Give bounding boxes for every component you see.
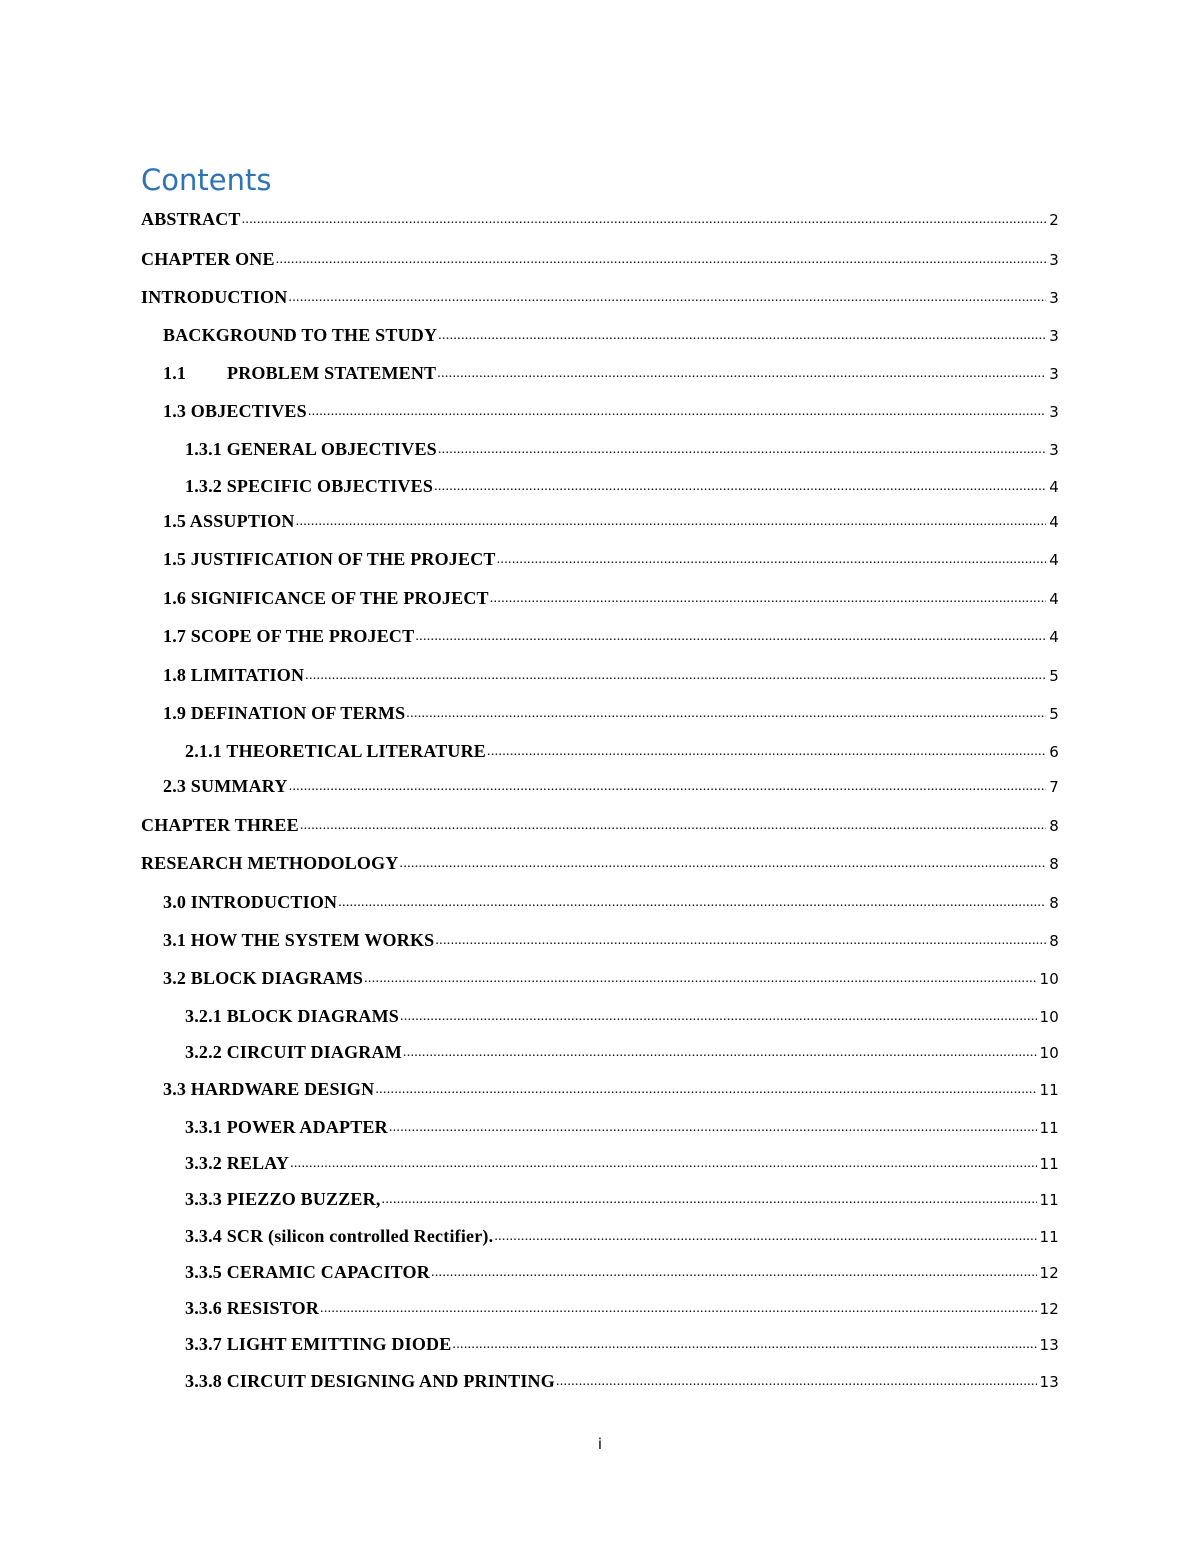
toc-entry[interactable] (185, 1223, 1059, 1247)
toc-entry[interactable] (185, 1331, 1059, 1355)
toc-entry-label: 3.0 INTRODUCTION (163, 892, 338, 912)
toc-dot-leader (364, 969, 1036, 989)
toc-entry[interactable] (141, 246, 1059, 270)
toc-entry-page: 4 (1049, 628, 1059, 646)
toc-entry-label: 3.3.1 POWER ADAPTER (185, 1117, 388, 1137)
toc-entry-label: RESEARCH METHODOLOGY (141, 853, 399, 873)
toc-entry[interactable] (141, 206, 1059, 230)
toc-entry-page: 3 (1049, 441, 1059, 459)
toc-dot-leader (338, 893, 1046, 913)
toc-dot-leader (438, 326, 1046, 346)
toc-entry[interactable] (163, 965, 1059, 989)
toc-entry-page: 11 (1039, 1119, 1059, 1137)
toc-entry[interactable] (141, 812, 1059, 836)
toc-entry-page: 8 (1049, 855, 1059, 873)
toc-dot-leader (276, 250, 1047, 270)
toc-entry-page: 10 (1039, 1008, 1059, 1026)
toc-entry-label: 1.6 SIGNIFICANCE OF THE PROJECT (163, 588, 489, 608)
toc-entry[interactable] (185, 738, 1059, 762)
toc-entry-page: 3 (1049, 251, 1059, 269)
toc-entry-label: INTRODUCTION (141, 287, 288, 307)
toc-entry-label: 1.3 OBJECTIVES (163, 401, 307, 421)
toc-entry-page: 13 (1039, 1373, 1059, 1391)
toc-dot-leader (288, 288, 1046, 308)
toc-entry-page: 10 (1039, 1044, 1059, 1062)
toc-entry[interactable] (185, 1259, 1059, 1283)
toc-dot-leader (403, 1043, 1037, 1063)
toc-entry-page: 3 (1049, 403, 1059, 421)
toc-entry-text: PROBLEM STATEMENT (227, 363, 437, 383)
toc-entry-page: 2 (1049, 211, 1059, 229)
toc-entry-page: 4 (1049, 513, 1059, 531)
toc-entry-label: 3.3.8 CIRCUIT DESIGNING AND PRINTING (185, 1371, 555, 1391)
toc-entry[interactable] (185, 1150, 1059, 1174)
toc-entry-label: BACKGROUND TO THE STUDY (163, 325, 438, 345)
toc-dot-leader (487, 742, 1046, 762)
toc-entry-page: 4 (1049, 551, 1059, 569)
toc-dot-leader (305, 666, 1046, 686)
toc-entry[interactable] (185, 1114, 1059, 1138)
toc-dot-leader (289, 777, 1047, 797)
toc-dot-leader (497, 550, 1047, 570)
toc-dot-leader (415, 627, 1046, 647)
toc-entry-page: 11 (1039, 1228, 1059, 1246)
toc-dot-leader (300, 816, 1046, 836)
toc-entry-page: 3 (1049, 365, 1059, 383)
page-title: Contents (141, 163, 272, 197)
toc-entry-label: 1.5 JUSTIFICATION OF THE PROJECT (163, 549, 496, 569)
toc-dot-leader (400, 1007, 1036, 1027)
toc-entry-page: 5 (1049, 667, 1059, 685)
toc-entry-label: 1.3.1 GENERAL OBJECTIVES (185, 439, 437, 459)
toc-dot-leader (452, 1335, 1036, 1355)
toc-dot-leader (435, 931, 1046, 951)
toc-dot-leader (308, 402, 1046, 422)
toc-entry-label: 3.3.7 LIGHT EMITTING DIODE (185, 1334, 452, 1354)
toc-entry-label: 3.2.2 CIRCUIT DIAGRAM (185, 1042, 402, 1062)
toc-dot-leader (494, 1227, 1036, 1247)
toc-entry-page: 7 (1049, 778, 1059, 796)
toc-entry-page: 8 (1049, 894, 1059, 912)
toc-entry[interactable] (163, 662, 1059, 686)
toc-entry[interactable] (141, 850, 1059, 874)
toc-entry-page: 4 (1049, 590, 1059, 608)
toc-entry-page: 11 (1039, 1155, 1059, 1173)
toc-entry[interactable] (141, 284, 1059, 308)
toc-dot-leader (290, 1154, 1036, 1174)
toc-entry[interactable] (163, 398, 1059, 422)
toc-entry[interactable] (185, 436, 1059, 460)
toc-entry-label: 2.3 SUMMARY (163, 776, 288, 796)
toc-entry[interactable] (163, 1076, 1059, 1100)
toc-dot-leader (431, 1263, 1037, 1283)
toc-entry-label: CHAPTER THREE (141, 815, 299, 835)
toc-entry[interactable] (163, 927, 1059, 951)
toc-entry-label: 1.9 DEFINATION OF TERMS (163, 703, 406, 723)
toc-entry-label: 3.2.1 BLOCK DIAGRAMS (185, 1006, 400, 1026)
toc-entry[interactable] (185, 1039, 1059, 1063)
toc-entry[interactable] (163, 546, 1059, 570)
toc-entry[interactable] (163, 585, 1059, 609)
toc-entry-page: 8 (1049, 817, 1059, 835)
toc-entry-page: 5 (1049, 705, 1059, 723)
toc-entry-page: 11 (1039, 1191, 1059, 1209)
toc-dot-leader (382, 1190, 1037, 1210)
toc-entry-page: 3 (1049, 327, 1059, 345)
toc-dot-leader (320, 1299, 1036, 1319)
toc-dot-leader (556, 1372, 1037, 1392)
toc-entry-label (163, 362, 437, 384)
toc-entry-label: 3.2 BLOCK DIAGRAMS (163, 968, 364, 988)
toc-entry-label: 3.3.6 RESISTOR (185, 1298, 320, 1318)
toc-entry-label: 3.3.3 PIEZZO BUZZER, (185, 1189, 381, 1209)
toc-entry[interactable] (163, 322, 1059, 346)
toc-entry[interactable] (185, 473, 1059, 497)
toc-entry-page: 12 (1039, 1300, 1059, 1318)
toc-dot-leader (375, 1080, 1036, 1100)
toc-entry-number: 1.1 (163, 363, 187, 383)
toc-dot-leader (296, 512, 1047, 532)
toc-entry-label: 1.3.2 SPECIFIC OBJECTIVES (185, 476, 434, 496)
toc-entry-label: 3.1 HOW THE SYSTEM WORKS (163, 930, 435, 950)
toc-entry-page: 4 (1049, 478, 1059, 496)
toc-entry-label: 3.3 HARDWARE DESIGN (163, 1079, 375, 1099)
toc-entry-label: 1.8 LIMITATION (163, 665, 305, 685)
toc-entry-page: 13 (1039, 1336, 1059, 1354)
toc-dot-leader (389, 1118, 1037, 1138)
toc-entry[interactable] (163, 623, 1059, 647)
toc-dot-leader (437, 364, 1046, 384)
toc-dot-leader (438, 440, 1046, 460)
toc-entry-label: CHAPTER ONE (141, 249, 275, 269)
toc-entry[interactable] (185, 1295, 1059, 1319)
toc-entry[interactable] (185, 1368, 1059, 1392)
toc-entry-label: 2.1.1 THEORETICAL LITERATURE (185, 741, 487, 761)
toc-entry[interactable] (163, 773, 1059, 797)
toc-entry-label: 3.3.5 CERAMIC CAPACITOR (185, 1262, 430, 1282)
toc-entry[interactable] (163, 889, 1059, 913)
toc-dot-leader (490, 589, 1047, 609)
toc-entry-page: 10 (1039, 970, 1059, 988)
toc-entry[interactable] (163, 700, 1059, 724)
toc-entry[interactable] (163, 508, 1059, 532)
toc-entry-label: 1.7 SCOPE OF THE PROJECT (163, 626, 415, 646)
toc-dot-leader (400, 854, 1047, 874)
toc-entry-page: 11 (1039, 1081, 1059, 1099)
toc-entry-page: 12 (1039, 1264, 1059, 1282)
toc-entry-page: 6 (1049, 743, 1059, 761)
toc-dot-leader (434, 477, 1046, 497)
page-number: i (597, 1435, 603, 1453)
toc-entry-label: 3.3.2 RELAY (185, 1153, 290, 1173)
toc-entry-page: 8 (1049, 932, 1059, 950)
toc-entry[interactable] (163, 360, 1059, 384)
toc-entry[interactable] (185, 1186, 1059, 1210)
toc-entry-page: 3 (1049, 289, 1059, 307)
toc-dot-leader (242, 210, 1047, 230)
toc-dot-leader (406, 704, 1046, 724)
toc-entry[interactable] (185, 1003, 1059, 1027)
toc-entry-label: ABSTRACT (141, 209, 241, 229)
toc-entry-label: 1.5 ASSUPTION (163, 511, 295, 531)
toc-entry-label: 3.3.4 SCR (silicon controlled Rectifier). (185, 1226, 494, 1246)
